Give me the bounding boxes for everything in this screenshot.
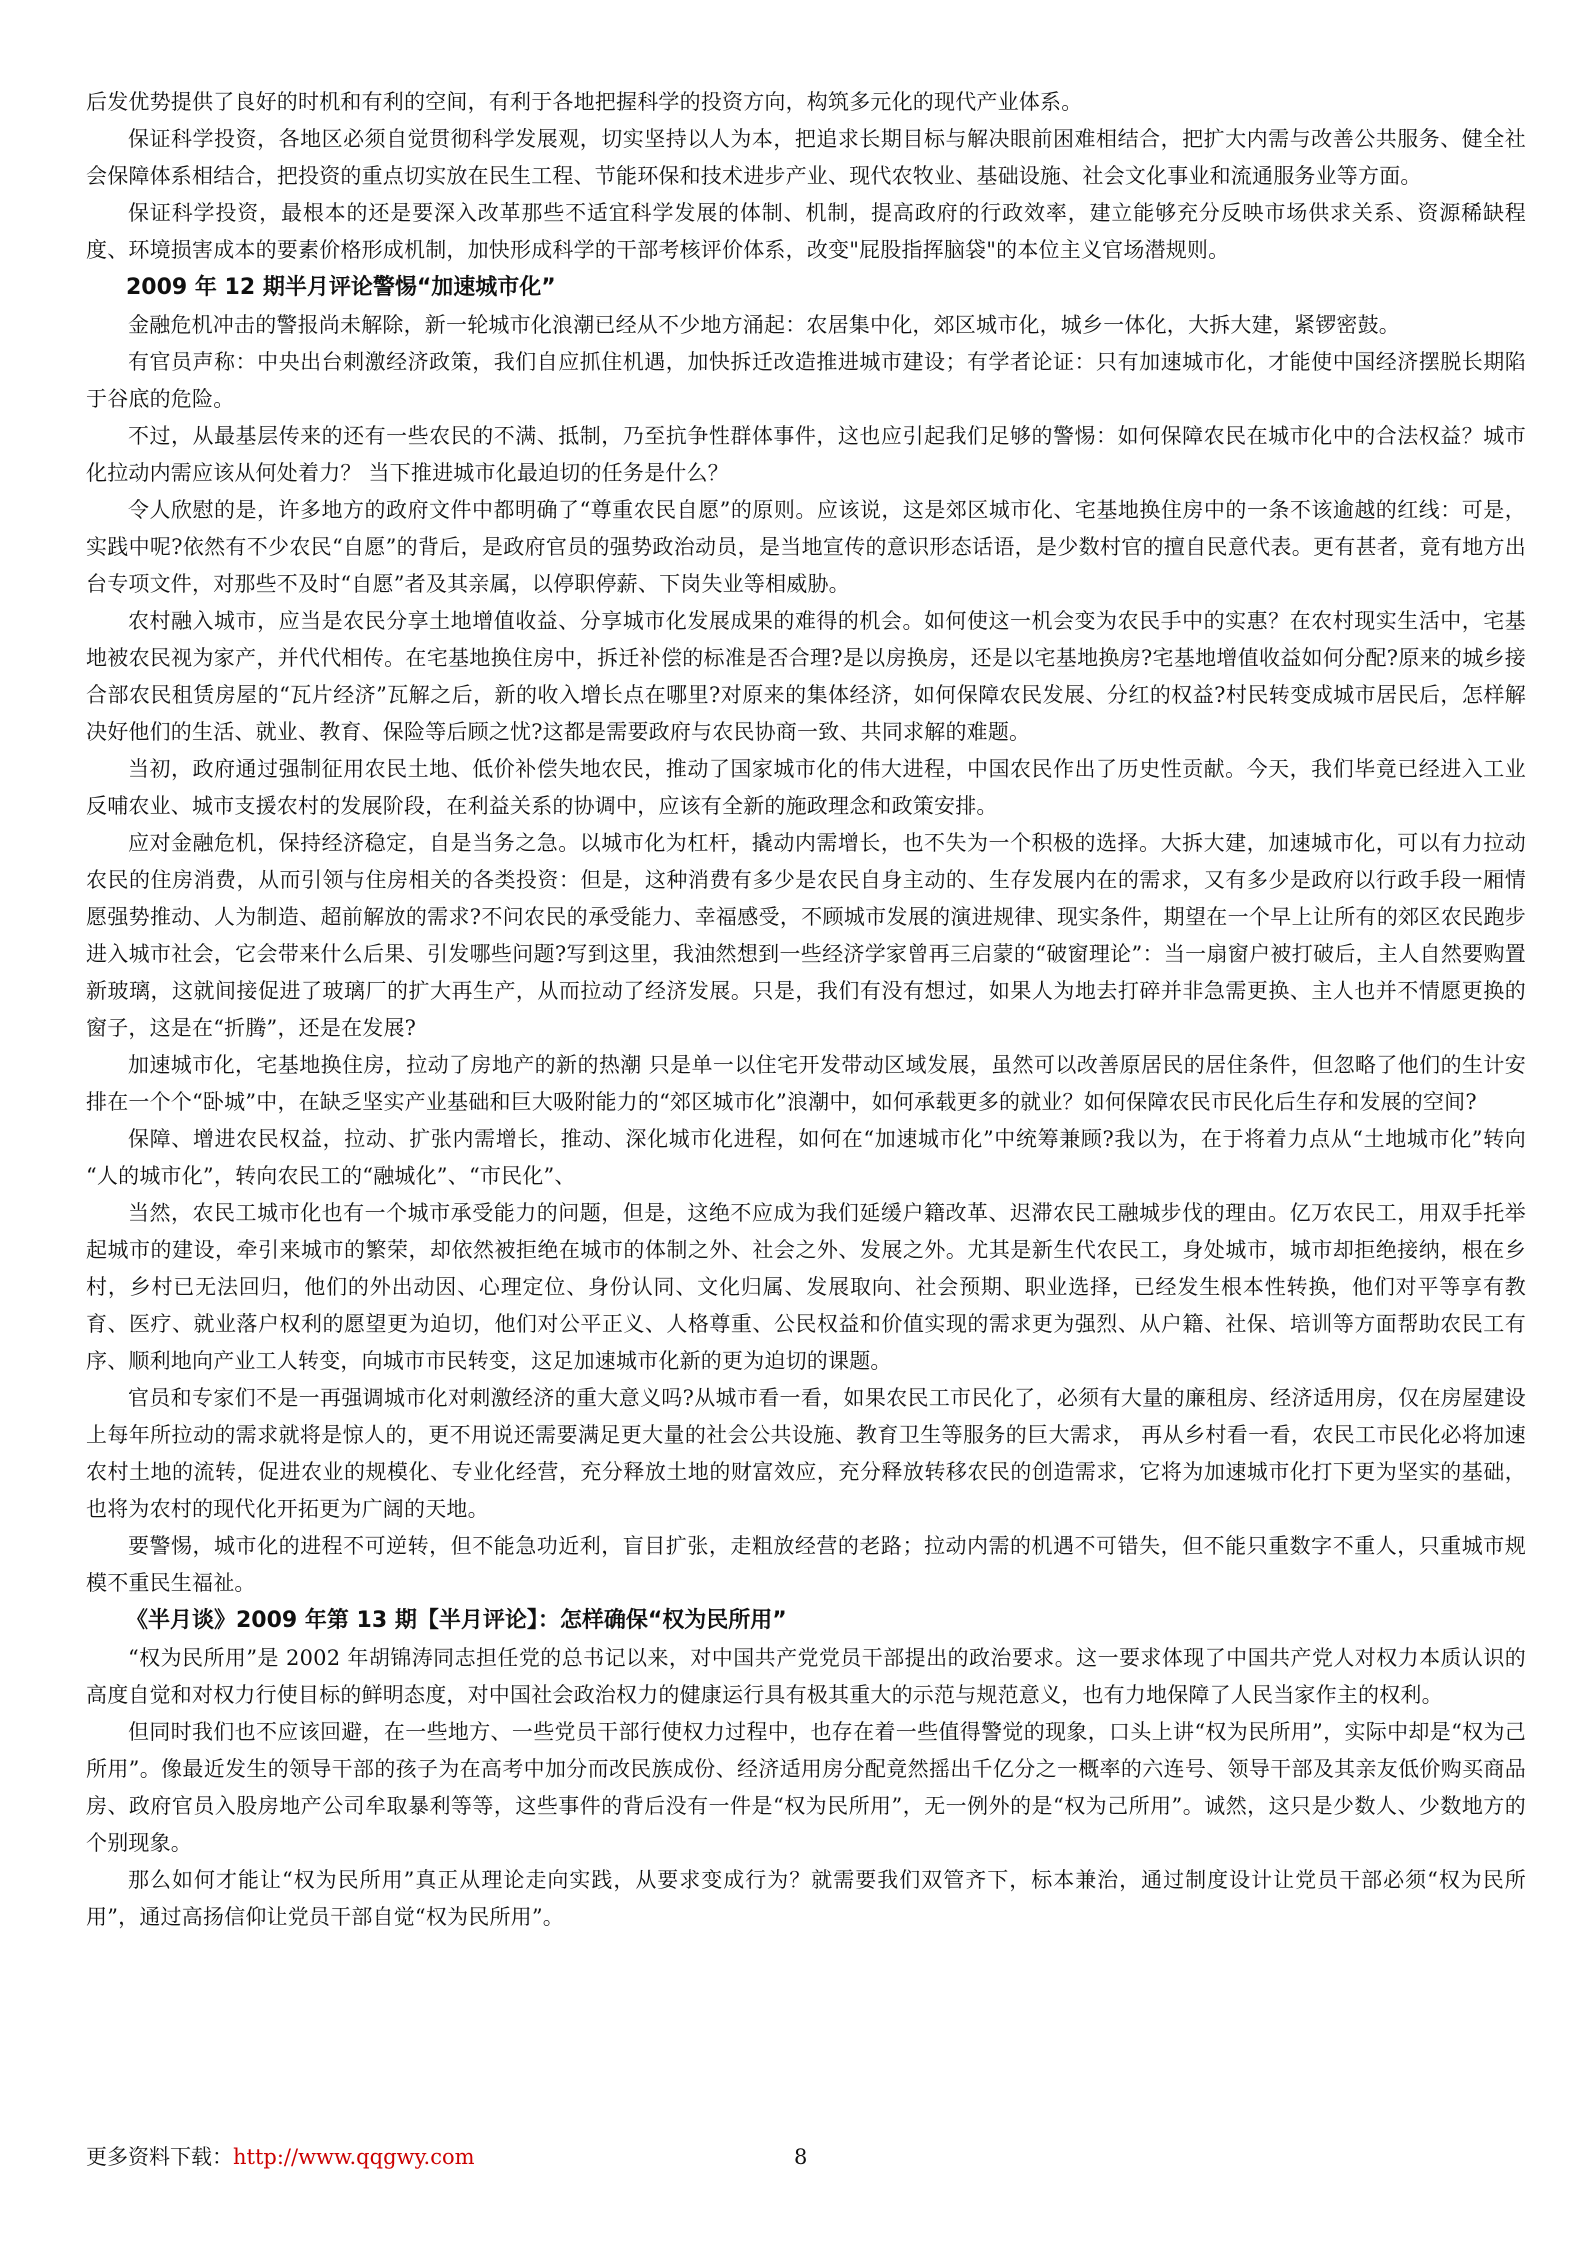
paragraph: 官员和专家们不是一再强调城市化对刺激经济的重大意义吗?从城市看一看，如果农民工市民化了，必须有大量的廉租房、经济适用房，仅在房屋建设上每年所拉动的需求就将是惊人的，更不用说还需要满足更大量的社会公共设施、教育卫生等服务的巨大需求， 再从乡村看一看，农民工市民化必将加速农村土地的流转，促进农业的规模化、专业化经营，充分释放土地的财富效应，充分释放转移农民的创造需求，它将为加速城市化打下更为坚实的基础，也将为农村的现代化开拓更为广阔的天地。 <box>86 1386 1526 1521</box>
paragraph: “权为民所用”是 2002 年胡锦涛同志担任党的总书记以来，对中国共产党党员干部提出的政治要求。这一要求体现了中国共产党人对权力本质认识的高度自觉和对权力行使目标的鲜明态度，对中国社会政治权力的健康运行具有极其重大的示范与规范意义，也有力地保障了人民当家作主的权利。 <box>86 1646 1526 1707</box>
paragraph: 当然，农民工城市化也有一个城市承受能力的问题，但是，这绝不应成为我们延缓户籍改革、迟滞农民工融城步伐的理由。亿万农民工，用双手托举起城市的建设，牵引来城市的繁荣，却依然被拒绝在城市的体制之外、社会之外、发展之外。尤其是新生代农民工，身处城市，城市却拒绝接纳，根在乡村，乡村已无法回归，他们的外出动因、心理定位、身份认同、文化归属、发展取向、社会预期、职业选择，已经发生根本性转换，他们对平等享有教育、医疗、就业落户权利的愿望更为迫切，他们对公平正义、人格尊重、公民权益和价值实现的需求更为强烈、从户籍、社保、培训等方面帮助农民工有序、顺利地向产业工人转变，向城市市民转变，这足加速城市化新的更为迫切的课题。 <box>86 1201 1526 1373</box>
document-body <box>86 84 1526 1936</box>
paragraph: 保证科学投资，各地区必须自觉贯彻科学发展观，切实坚持以人为本，把追求长期目标与解决眼前困难相结合，把扩大内需与改善公共服务、健全社会保障体系相结合，把投资的重点切实放在民生工程、节能环保和技术进步产业、现代农牧业、基础设施、社会文化事业和流通服务业等方面。 <box>86 127 1526 188</box>
page-number: 8 <box>794 2145 808 2169</box>
paragraph: 保证科学投资，最根本的还是要深入改革那些不适宜科学发展的体制、机制，提高政府的行政效率，建立能够充分反映市场供求关系、资源稀缺程度、环境损害成本的要素价格形成机制，加快形成科学的干部考核评价体系，改变"屁股指挥脑袋"的本位主义官场潜规则。 <box>86 201 1526 262</box>
paragraph: 农村融入城市，应当是农民分享土地增值收益、分享城市化发展成果的难得的机会。如何使这一机会变为农民手中的实惠？在农村现实生活中，宅基地被农民视为家产，并代代相传。在宅基地换住房中，拆迁补偿的标准是否合理?是以房换房，还是以宅基地换房?宅基地增值收益如何分配?原来的城乡接合部农民租赁房屋的“瓦片经济”瓦解之后，新的收入增长点在哪里?对原来的集体经济，如何保障农民发展、分红的权益?村民转变成城市居民后，怎样解决好他们的生活、就业、教育、保险等后顾之忧?这都是需要政府与农民协商一致、共同求解的难题。 <box>86 609 1526 744</box>
paragraph: 那么如何才能让“权为民所用”真正从理论走向实践，从要求变成行为？就需要我们双管齐下，标本兼治，通过制度设计让党员干部必须“权为民所用”，通过高扬信仰让党员干部自觉“权为民所用”。 <box>86 1868 1526 1929</box>
footer-label: 更多资料下载： <box>86 2145 233 2169</box>
paragraph: 令人欣慰的是，许多地方的政府文件中都明确了“尊重农民自愿”的原则。应该说，这是郊区城市化、宅基地换住房中的一条不该逾越的红线：可是，实践中呢?依然有不少农民“自愿”的背后，是政府官员的强势政治动员，是当地宣传的意识形态话语，是少数村官的擅自民意代表。更有甚者，竟有地方出台专项文件，对那些不及时“自愿”者及其亲属，以停职停薪、下岗失业等相威胁。 <box>86 498 1526 596</box>
section-heading: 《半月谈》2009 年第 13 期【半月评论】：怎样确保“权为民所用” <box>126 1608 787 1633</box>
paragraph: 保障、增进农民权益，拉动、扩张内需增长，推动、深化城市化进程，如何在“加速城市化”中统筹兼顾?我以为，在于将着力点从“土地城市化”转向 “人的城市化”，转向农民工的“融城化”、“市民化”、 <box>86 1127 1526 1188</box>
section-heading: 2009 年 12 期半月评论警惕“加速城市化” <box>126 275 556 300</box>
paragraph: 有官员声称：中央出台刺激经济政策，我们自应抓住机遇，加快拆迁改造推进城市建设；有学者论证：只有加速城市化，才能使中国经济摆脱长期陷于谷底的危险。 <box>86 350 1526 411</box>
paragraph: 当初，政府通过强制征用农民土地、低价补偿失地农民，推动了国家城市化的伟大进程，中国农民作出了历史性贡献。今天，我们毕竟已经进入工业反哺农业、城市支援农村的发展阶段，在利益关系的协调中，应该有全新的施政理念和政策安排。 <box>86 757 1526 818</box>
paragraph: 要警惕，城市化的进程不可逆转，但不能急功近利，盲目扩张，走粗放经营的老路；拉动内需的机遇不可错失，但不能只重数字不重人，只重城市规模不重民生福祉。 <box>86 1534 1526 1595</box>
page-footer <box>86 2142 1526 2172</box>
paragraph: 后发优势提供了良好的时机和有利的空间，有利于各地把握科学的投资方向，构筑多元化的现代产业体系。 <box>86 90 1083 114</box>
paragraph: 应对金融危机，保持经济稳定，自是当务之急。以城市化为杠杆，撬动内需增长，也不失为一个积极的选择。大拆大建，加速城市化，可以有力拉动农民的住房消费，从而引领与住房相关的各类投资：但是，这种消费有多少是农民自身主动的、生存发展内在的需求，又有多少是政府以行政手段一厢情愿强势推动、人为制造、超前解放的需求?不问农民的承受能力、幸福感受，不顾城市发展的演进规律、现实条件，期望在一个早上让所有的郊区农民跑步进入城市社会，它会带来什么后果、引发哪些问题?写到这里，我油然想到一些经济学家曾再三启蒙的“破窗理论”：当一扇窗户被打破后，主人自然要购置新玻璃，这就间接促进了玻璃厂的扩大再生产，从而拉动了经济发展。只是，我们有没有想过，如果人为地去打碎并非急需更换、主人也并不情愿更换的窗子，这是在“折腾”，还是在发展? <box>86 831 1526 1040</box>
paragraph: 但同时我们也不应该回避，在一些地方、一些党员干部行使权力过程中，也存在着一些值得警觉的现象，口头上讲“权为民所用”，实际中却是“权为己所用”。像最近发生的领导干部的孩子为在高考中加分而改民族成份、经济适用房分配竟然摇出千亿分之一概率的六连号、领导干部及其亲友低价购买商品房、政府官员入股房地产公司牟取暴利等等，这些事件的背后没有一件是“权为民所用”，无一例外的是“权为己所用”。诚然，这只是少数人、少数地方的个别现象。 <box>86 1720 1526 1855</box>
paragraph: 金融危机冲击的警报尚未解除，新一轮城市化浪潮已经从不少地方涌起：农居集中化，郊区城市化，城乡一体化，大拆大建，紧锣密鼓。 <box>128 313 1400 337</box>
paragraph: 加速城市化，宅基地换住房，拉动了房地产的新的热潮 只是单一以住宅开发带动区域发展，虽然可以改善原居民的居住条件，但忽略了他们的生计安排在一个个“卧城”中，在缺乏坚实产业基础和巨大吸附能力的“郊区城市化”浪潮中，如何承载更多的就业？如何保障农民市民化后生存和发展的空间? <box>86 1053 1526 1114</box>
paragraph: 不过，从最基层传来的还有一些农民的不满、抵制，乃至抗争性群体事件，这也应引起我们足够的警惕：如何保障农民在城市化中的合法权益？城市化拉动内需应该从何处着力？ 当下推进城市化最迫切的任务是什么？ <box>86 424 1526 485</box>
footer-link[interactable]: http://www.qqgwy.com <box>233 2145 475 2169</box>
